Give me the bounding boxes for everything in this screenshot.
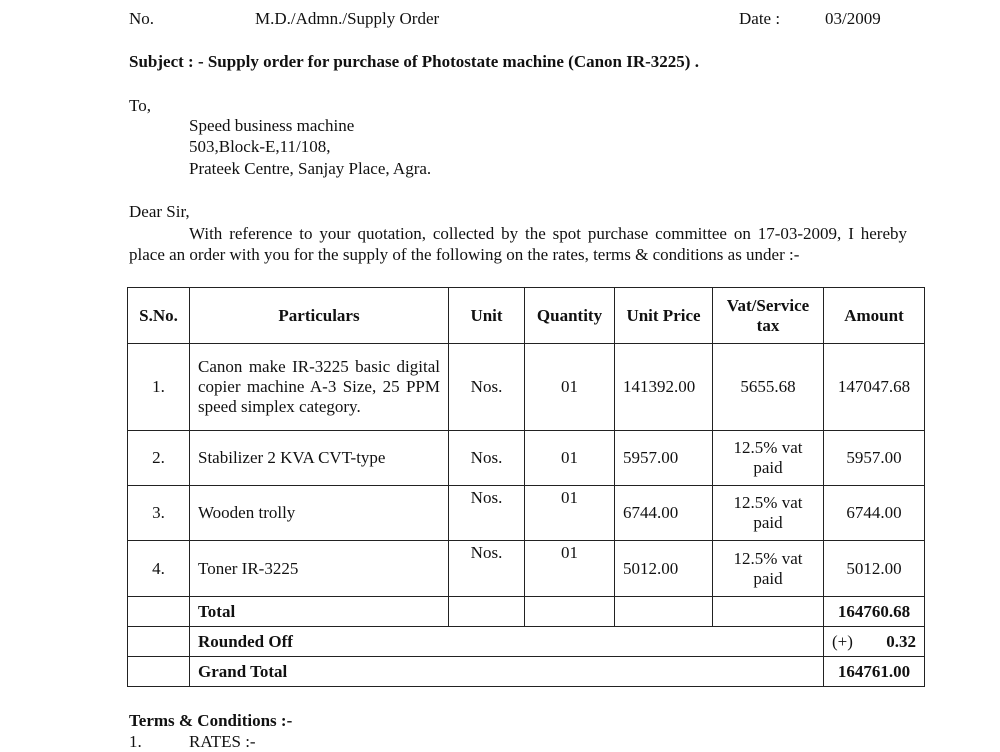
to-label: To, (129, 96, 151, 115)
cell-particulars: Wooden trolly (190, 486, 449, 541)
table-row (128, 486, 925, 541)
table-row (128, 431, 925, 486)
cell-particulars: Toner IR-3225 (190, 541, 449, 597)
cell-unit-price: 6744.00 (615, 486, 713, 541)
table-row (128, 541, 925, 597)
terms-heading: Terms & Conditions :- (129, 711, 293, 730)
cell-sno: 3. (128, 486, 190, 541)
addressee-line-1: Speed business machine (189, 116, 355, 135)
addressee-line-3: Prateek Centre, Sanjay Place, Agra. (189, 159, 432, 178)
cell-sno: 4. (128, 541, 190, 597)
rounded-off-value: 0.32 (886, 631, 916, 651)
cell-tax: 5655.68 (713, 344, 824, 431)
addressee-line-2: 503,Block-E,11/108, (189, 137, 331, 156)
rounded-off-sign: (+) (832, 631, 853, 651)
terms-item-label: RATES :- (189, 732, 256, 751)
cell-particulars: Stabilizer 2 KVA CVT-type (190, 431, 449, 486)
cell-unit-price: 5957.00 (615, 431, 713, 486)
cell-unit-price: 5012.00 (615, 541, 713, 597)
subject-line: Subject : - Supply order for purchase of Photostate machine (Canon IR-3225) . (129, 52, 699, 71)
cell-sno: 1. (128, 344, 190, 431)
rounded-off-label: Rounded Off (190, 627, 824, 657)
date-value: 03/2009 (825, 9, 881, 28)
cell-unit: Nos. (449, 344, 525, 431)
order-reference: M.D./Admn./Supply Order (255, 9, 440, 28)
order-no-label: No. (129, 9, 155, 28)
cell-quantity: 01 (525, 431, 615, 486)
cell-amount: 6744.00 (824, 486, 925, 541)
cell-tax: 12.5% vat paid (713, 541, 824, 597)
total-label: Total (190, 597, 449, 627)
date-label: Date : (739, 9, 781, 28)
cell-unit: Nos. (449, 486, 525, 541)
cell-amount: 5957.00 (824, 431, 925, 486)
cell-particulars: Canon make IR-3225 basic digital copier machine A-3 Size, 25 PPM speed simplex category. (190, 344, 449, 431)
col-header-unit-price: Unit Price (615, 288, 713, 344)
table-header-row (128, 288, 925, 344)
cell-tax: 12.5% vat paid (713, 486, 824, 541)
col-header-particulars: Particulars (190, 288, 449, 344)
grand-total-label: Grand Total (190, 657, 824, 687)
cell-tax: 12.5% vat paid (713, 431, 824, 486)
total-row (128, 597, 925, 627)
cell-amount: 5012.00 (824, 541, 925, 597)
table-row (128, 344, 925, 431)
terms-item-number: 1. (129, 732, 142, 751)
order-table (127, 287, 925, 687)
cell-amount: 147047.68 (824, 344, 925, 431)
rounded-off-row (128, 627, 925, 657)
col-header-unit: Unit (449, 288, 525, 344)
cell-unit: Nos. (449, 541, 525, 597)
cell-quantity: 01 (525, 344, 615, 431)
cell-sno: 2. (128, 431, 190, 486)
body-paragraph: With reference to your quotation, collected by the spot purchase committee on 17-03-2009, I hereby place an order with you for the supply of the following on the rates, terms & conditions as under :- (129, 224, 907, 264)
rounded-off-cell (824, 627, 925, 657)
salutation: Dear Sir, (129, 202, 190, 221)
col-header-sno: S.No. (128, 288, 190, 344)
grand-total-value: 164761.00 (824, 657, 925, 687)
total-value: 164760.68 (824, 597, 925, 627)
cell-quantity: 01 (525, 541, 615, 597)
cell-unit: Nos. (449, 431, 525, 486)
col-header-amount: Amount (824, 288, 925, 344)
col-header-quantity: Quantity (525, 288, 615, 344)
col-header-tax: Vat/Service tax (713, 288, 824, 344)
cell-quantity: 01 (525, 486, 615, 541)
grand-total-row (128, 657, 925, 687)
cell-unit-price: 141392.00 (615, 344, 713, 431)
